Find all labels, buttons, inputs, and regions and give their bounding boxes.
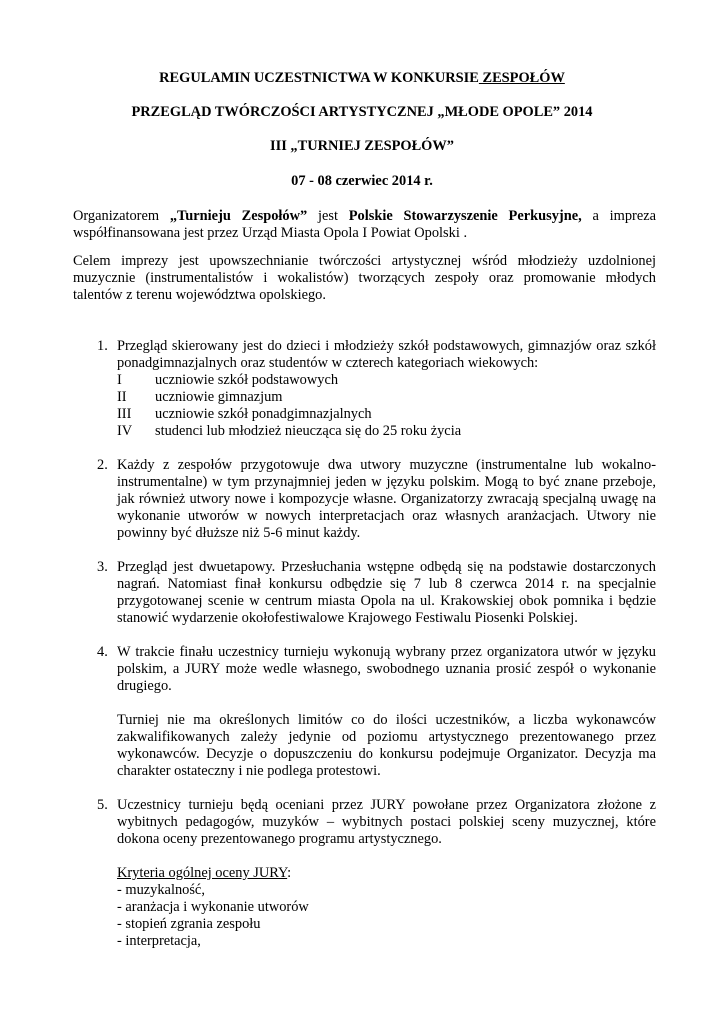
rule-number: 1. <box>97 338 108 354</box>
intro-organizer <box>73 208 656 242</box>
title-regulamin <box>0 70 724 87</box>
title-line1-underlined: ZESPOŁÓW <box>478 70 565 86</box>
criteria-item: - aranżacja i wykonanie utworów <box>117 899 309 915</box>
category-label: uczniowie gimnazjum <box>155 389 283 405</box>
category-roman: II <box>117 389 127 405</box>
category-roman: IV <box>117 423 133 439</box>
rule-number: 4. <box>97 644 108 660</box>
rule-text: Każdy z zespołów przygotowuje dwa utwory muzyczne (instrumentalne lub wokalno-instrumentalne) w tym przynajmniej jeden w języku polskim. Mogą to być znane przeboje, jak również utwory nowe i kompozycje własne. Organizatorzy zwracają specjalną uwagę na wykonanie utworów w nowych interpretacjach oraz własnych aranżacjach. Utwory nie powinny być dłuższe niż 5-6 minut każdy. <box>117 457 656 541</box>
intro-organizer-name: Polskie Stowarzyszenie Perkusyjne, <box>348 208 582 224</box>
title-line1-text: REGULAMIN UCZESTNICTWA W KONKURSIE <box>159 70 479 86</box>
criteria-heading-text: Kryteria ogólnej oceny JURY <box>117 865 288 881</box>
criteria-item: - interpretacja, <box>117 933 201 949</box>
intro-event-name: „Turnieju Zespołów” <box>169 208 308 224</box>
rule-4 <box>97 644 656 695</box>
category-label: uczniowie szkół podstawowych <box>155 372 339 388</box>
intro-text: Organizatorem <box>73 208 170 224</box>
category-roman: I <box>117 372 122 388</box>
category-label: uczniowie szkół ponadgimnazjalnych <box>155 406 372 422</box>
intro-text: jest <box>307 208 349 224</box>
title-turniej: III „TURNIEJ ZESPOŁÓW” <box>270 138 454 154</box>
rule-text: Uczestnicy turnieju będą oceniani przez JURY powołane przez Organizatora złożone z wybitnych pedagogów, muzyków – wybitnych postaci polskiej sceny muzycznej, które dokona oceny prezentowanego programu artystycznego. <box>117 797 656 847</box>
rule-number: 2. <box>97 457 108 473</box>
rule-text: Przegląd jest dwuetapowy. Przesłuchania wstępne odbędą się na podstawie dostarczonych nagrań. Natomiast finał konkursu odbędzie się 7 lub 8 czerwca 2014 r. na specjalnie przygotowanej scenie w centrum miasta Opola na ul. Krakowskiej obok pomnika i będzie stanowić wydarzenie okołofestiwalowe Krajowego Festiwalu Piosenki Polskiej. <box>117 559 656 626</box>
criteria-list <box>117 865 517 950</box>
category-roman: III <box>117 406 132 422</box>
rule-3 <box>97 559 656 627</box>
rule-2 <box>97 457 656 542</box>
category-label: studenci lub młodzież nieucząca się do 25 roku życia <box>155 423 462 439</box>
criteria-heading <box>117 865 517 882</box>
criteria-heading-colon: : <box>287 865 292 881</box>
rule-5 <box>97 797 656 848</box>
intro-goal: Celem imprezy jest upowszechnianie twórczości artystycznej wśród młodzieży uzdolnionej muzycznie (instrumentalistów i wokalistów) tworzących zespoły oraz promowanie młodych talentów z terenu województwa opolskiego. <box>73 253 656 303</box>
rule-number: 5. <box>97 797 108 813</box>
rule-text: Przegląd skierowany jest do dzieci i młodzieży szkół podstawowych, gimnazjów oraz szkół ponadgimnazjalnych oraz studentów w czterech kategoriach wiekowych: <box>117 338 656 371</box>
title-date: 07 - 08 czerwiec 2014 r. <box>291 173 433 189</box>
criteria-item: - stopień zgrania zespołu <box>117 916 261 932</box>
rule-text: W trakcie finału uczestnicy turnieju wykonują wybrany przez organizatora utwór w języku polskim, a JURY może wedle własnego, swobodnego uznania prosić zespół o wykonanie drugiego. <box>117 644 656 694</box>
title-przeglad: PRZEGLĄD TWÓRCZOŚCI ARTYSTYCZNEJ „MŁODE OPOLE” 2014 <box>131 104 593 120</box>
rule-1 <box>97 338 656 372</box>
intro-text: a impreza współfinansowana jest przez Urząd Miasta Opola I Powiat Opolski . <box>73 208 656 241</box>
rule-4-extra: Turniej nie ma określonych limitów co do ilości uczestników, a liczba wykonawców zakwalifikowanych zależy jedynie od poziomu artystycznego prezentowanego przez wykonawców. Decyzje o dopuszczeniu do konkursu podejmuje Organizator. Decyzja ma charakter ostateczny i nie podlega protestowi. <box>117 712 656 779</box>
rule-number: 3. <box>97 559 108 575</box>
criteria-item: - muzykalność, <box>117 882 205 898</box>
